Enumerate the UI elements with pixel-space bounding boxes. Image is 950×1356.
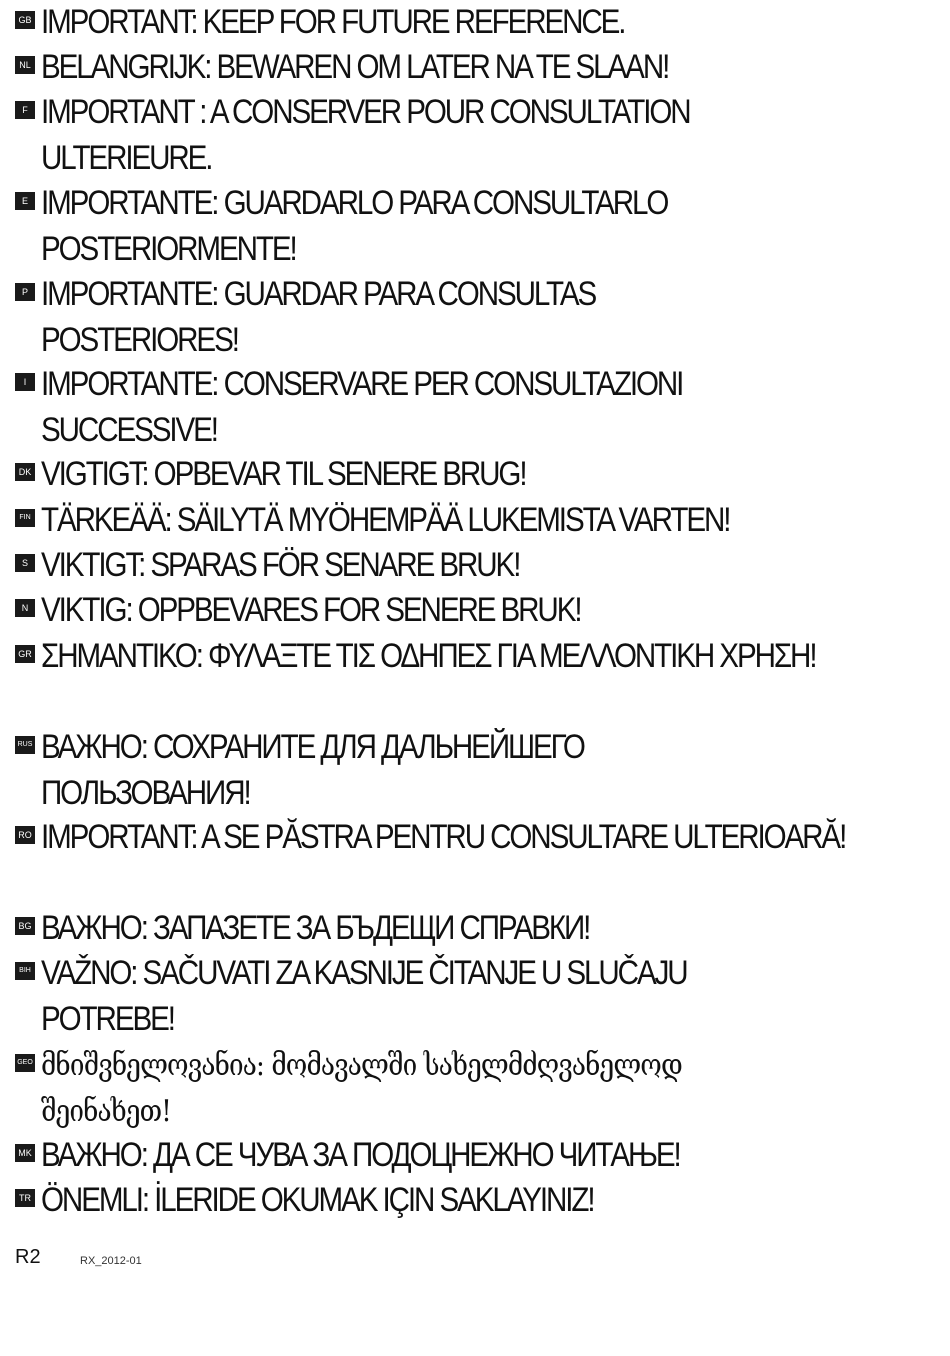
notice-text: ÖNEMLI: İLERIDE OKUMAK IÇIN SAKLAYINIZ! <box>41 1181 594 1219</box>
notice-text: VIKTIGT: SPARAS FÖR SENARE BRUK! <box>41 546 520 584</box>
language-badge: S <box>15 554 35 572</box>
language-badge: GR <box>15 645 35 663</box>
notice-text: ВАЖНО: ДА СЕ ЧУВА ЗА ПОДОЦНЕЖНО ЧИТАЊЕ! <box>41 1136 680 1174</box>
notice-text: VAŽNO: SAČUVATI ZA KASNIJE ČITANJE U SLUČAJU POTREBE! <box>41 954 687 1038</box>
notice-text: IMPORTANT: A SE PĂSTRA PENTRU CONSULTARE ULTERIOARĂ! <box>41 818 846 856</box>
notice-text: IMPORTANT : A CONSERVER POUR CONSULTATION ULTERIEURE. <box>41 93 690 177</box>
notice-text: VIGTIGT: OPBEVAR TIL SENERE BRUG! <box>41 455 526 493</box>
language-badge: NL <box>15 56 35 74</box>
language-badge: MK <box>15 1144 35 1162</box>
notice-text: IMPORTANT: KEEP FOR FUTURE REFERENCE. <box>41 3 625 41</box>
language-badge: RUS <box>15 736 35 754</box>
notice-text: BELANGRIJK: BEWAREN OM LATER NA TE SLAAN! <box>41 48 669 86</box>
language-badge: BG <box>15 917 35 935</box>
document-code: RX_2012-01 <box>80 1255 142 1267</box>
language-badge: BIH <box>15 962 35 980</box>
notice-text: მნიშვნელოვანია: მომავალში სახელმძღვანელოდ შეინახეთ! <box>41 1048 682 1129</box>
language-badge: DK <box>15 463 35 481</box>
language-badge: N <box>15 599 35 617</box>
language-badge: FIN <box>15 509 35 527</box>
notice-text: ΣΗΜΑΝΤΙΚΟ: ΦΥΛΑΞΤΕ ΤΙΣ ΟΔΗΠΕΣ ΓΙΑ ΜΕΛΛΟΝΤΙΚΗ ΧΡΗΣΗ! <box>41 637 816 675</box>
notice-text: IMPORTANTE: CONSERVARE PER CONSULTAZIONI SUCCESSIVE! <box>41 365 683 449</box>
page-number: R2 <box>15 1246 41 1268</box>
language-badge: P <box>15 283 35 301</box>
language-badge: E <box>15 192 35 210</box>
language-badge: I <box>15 373 35 391</box>
language-badge: RO <box>15 826 35 844</box>
language-badge: TR <box>15 1189 35 1207</box>
notice-text: VIKTIG: OPPBEVARES FOR SENERE BRUK! <box>41 591 581 629</box>
notice-text: IMPORTANTE: GUARDARLO PARA CONSULTARLO POSTERIORMENTE! <box>41 184 668 268</box>
notice-text: ВАЖНО: СОХРАНИТЕ ДЛЯ ДАЛЬНЕЙШЕГО ПОЛЬЗОВАНИЯ! <box>41 728 584 812</box>
language-badge: F <box>15 101 35 119</box>
notice-text: TÄRKEÄÄ: SÄILYTÄ MYÖHEMPÄÄ LUKEMISTA VARTEN! <box>41 501 730 539</box>
language-badge: GB <box>15 11 35 29</box>
notice-text: ВАЖНО: ЗАПАЗЕТЕ ЗА БЪДЕЩИ СПРАВКИ! <box>41 909 590 947</box>
language-badge: GEO <box>15 1054 35 1072</box>
notice-text: IMPORTANTE: GUARDAR PARA CONSULTAS POSTERIORES! <box>41 275 596 359</box>
